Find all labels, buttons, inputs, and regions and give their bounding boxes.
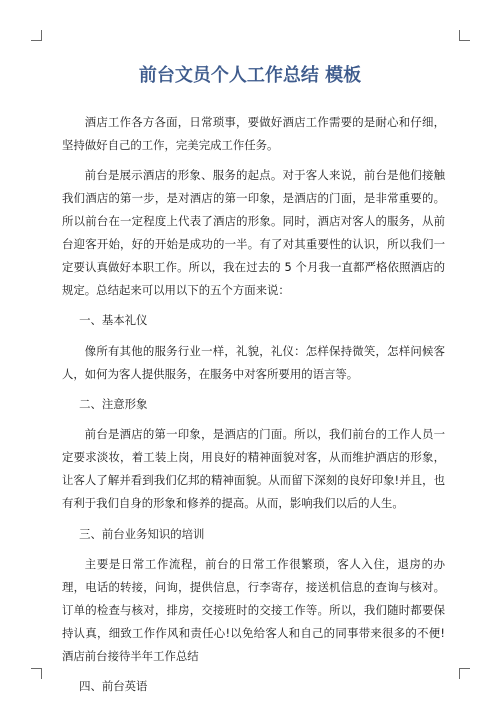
section-heading-etiquette: 一、基本礼仪	[79, 313, 148, 328]
paragraph-image: 前台是酒店的第一印象，是酒店的门面。所以，我们前台的工作人员一定要求淡妆，着工装上岗，用良好的精神面貌对客，从而维护酒店的形象，让客人了解并看到我们亿邦的精神面貌。从而留下深刻的良好印象!并且，也有利于我们自身的形象和修养的提高。从而，影响我们以后的人生。	[62, 427, 445, 511]
crop-mark-top-left	[31, 30, 42, 41]
paragraph-etiquette: 像所有其他的服务行业一样，礼貌，礼仪：怎样保持微笑，怎样问候客人，如何为客人提供服务，在服务中对客所要用的语言等。	[62, 343, 445, 381]
paragraph-front-desk-role: 前台是展示酒店的形象、服务的起点。对于客人来说，前台是他们接触我们酒店的第一步，是对酒店的第一印象，是酒店的门面，是非常重要的。所以前台在一定程度上代表了酒店的形象。同时，酒店对客人的服务，从前台迎客开始，好的开始是成功的一半。有了对其重要性的认识，所以我们一定要认真做好本职工作。所以，我在过去的 5 个月我一直都严格依照酒店的规定。总结起来可以用以下的五个方面来说：	[62, 168, 445, 297]
section-heading-image: 二、注意形象	[79, 396, 148, 411]
crop-mark-bottom-right	[459, 668, 470, 679]
crop-mark-bottom-left	[31, 668, 42, 679]
paragraph-training: 主要是日常工作流程，前台的日常工作很繁琐，客人入住，退房的办理，电话的转接，问询，提供信息，行李寄存，接送机信息的查询与核对。订单的检查与核对，排房，交接班时的交接工作等。所以，我们随时都要保持认真，细致工作作风和责任心!以免给客人和自己的同事带来很多的不便!酒店前台接待半年工作总结	[62, 556, 445, 663]
section-heading-training: 三、前台业务知识的培训	[79, 526, 205, 541]
crop-mark-top-right	[459, 30, 470, 41]
section-heading-english: 四、前台英语	[79, 678, 148, 693]
document-body	[62, 111, 445, 705]
paragraph-intro: 酒店工作各方各面，日常琐事，要做好酒店工作需要的是耐心和仔细，坚持做好自己的工作，完美完成工作任务。	[62, 115, 445, 152]
document-title: 前台文员个人工作总结 模板	[138, 65, 362, 86]
